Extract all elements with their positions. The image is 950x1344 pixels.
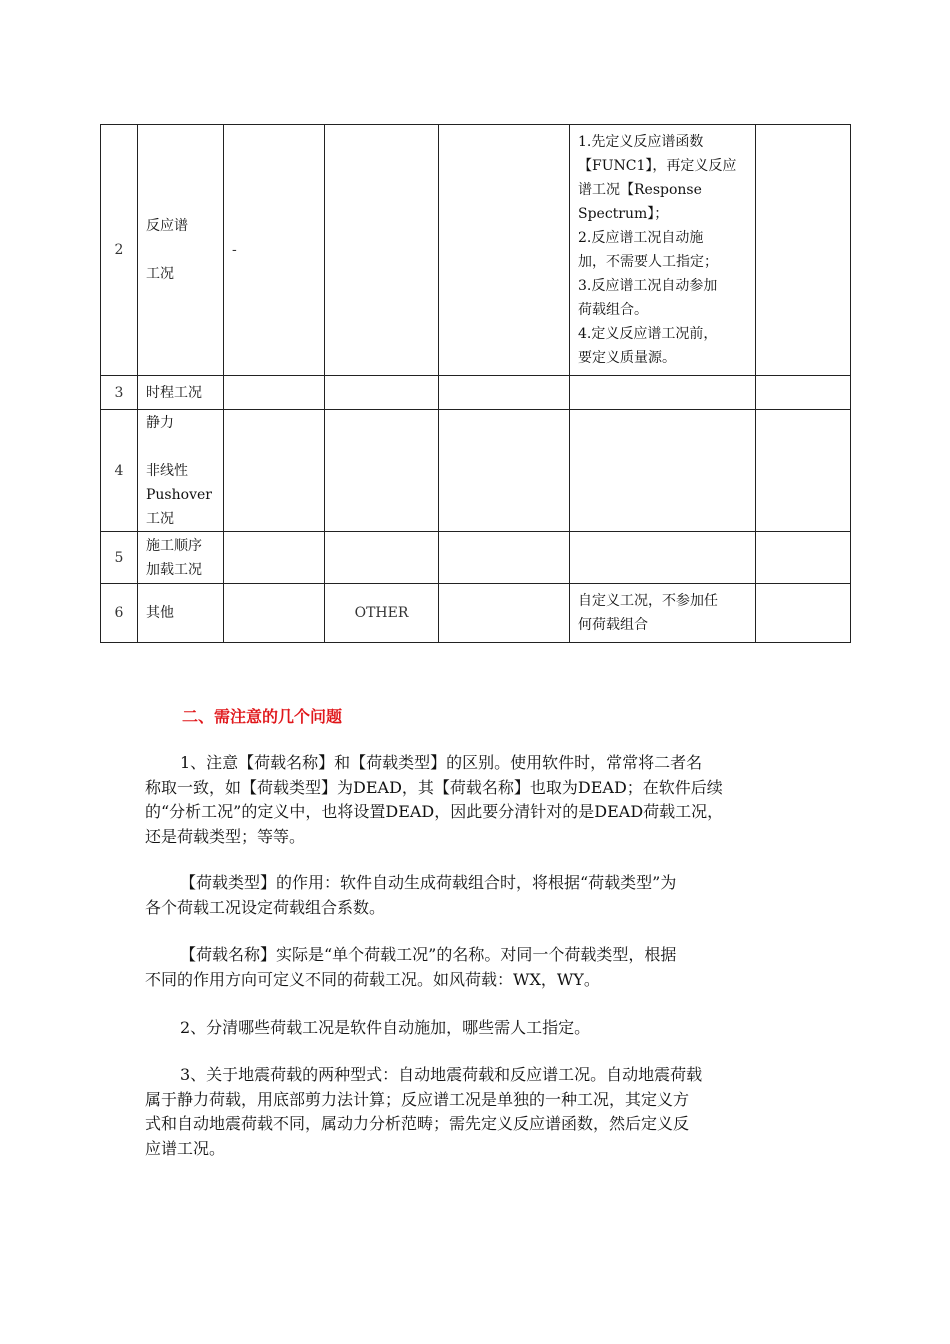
case-name: [138, 410, 224, 532]
paragraph-line: 2、分清哪些荷载工况是软件自动施加，哪些需人工指定。: [180, 1018, 591, 1037]
case-type-cell: [325, 376, 439, 410]
table-row: [101, 376, 851, 410]
case-name: [138, 376, 224, 410]
case-type-cell: [325, 532, 439, 584]
extra-cell: [756, 376, 851, 410]
notes-cell: [570, 410, 756, 532]
cell-line: 【FUNC1】，再定义反应: [578, 158, 737, 174]
row-number: 6: [101, 584, 138, 643]
table-row: [101, 532, 851, 584]
cell-line: 荷载组合。: [578, 302, 648, 318]
load-type-cell: [224, 376, 325, 410]
extra-cell: [756, 125, 851, 376]
load-type-cell: [224, 584, 325, 643]
case-name: [138, 532, 224, 584]
paragraph: [145, 871, 825, 920]
paragraph: [145, 751, 825, 849]
load-case-table: [100, 124, 851, 643]
cell-line: 反应谱: [146, 218, 188, 234]
case-type-cell: [325, 125, 439, 376]
paragraph-line: 还是荷载类型；等等。: [145, 826, 306, 846]
notes-cell: [570, 584, 756, 643]
paragraph-line: 【荷载名称】实际是“单个荷载工况”的名称。对同一个荷载类型，根据: [180, 945, 677, 964]
cell-line: 要定义质量源。: [578, 350, 676, 366]
cell-line: 其他: [146, 605, 174, 621]
paragraph-line: 【荷载类型】的作用：软件自动生成荷载组合时，将根据“荷载类型”为: [180, 873, 677, 892]
table-row: [101, 125, 851, 376]
cell-line: 非线性: [146, 462, 188, 479]
paragraph-line: 各个荷载工况设定荷载组合系数。: [145, 897, 386, 917]
paragraph: [145, 943, 825, 992]
notes-cell: [570, 125, 756, 376]
cell-line: 静力: [146, 414, 174, 431]
cell-line: 自定义工况，不参加任: [578, 593, 718, 609]
load-type-cell: [224, 410, 325, 532]
analysis-cell: [439, 532, 570, 584]
cell-line: 施工顺序: [146, 537, 202, 554]
row-number: 4: [101, 410, 138, 532]
notes-cell: [570, 532, 756, 584]
case-name: [138, 125, 224, 376]
case-type-cell: OTHER: [325, 584, 439, 643]
cell-line: 2.反应谱工况自动施: [578, 230, 704, 246]
paragraph-line: 称取一致，如【荷载类型】为DEAD，其【荷载名称】也取为DEAD；在软件后续: [145, 777, 723, 797]
cell-line: 加，不需要人工指定；: [578, 254, 718, 270]
extra-cell: [756, 532, 851, 584]
analysis-cell: [439, 125, 570, 376]
table-row: [101, 584, 851, 643]
load-type-cell: [224, 532, 325, 584]
cell-line: [146, 238, 223, 262]
paragraph-line: 3、关于地震荷载的两种型式：自动地震荷载和反应谱工况。自动地震荷载: [180, 1065, 703, 1084]
row-number: 2: [101, 125, 138, 376]
cell-line: 工况: [146, 266, 174, 282]
paragraph: [145, 1063, 825, 1161]
paragraph-line: 不同的作用方向可定义不同的荷载工况。如风荷载：WX，WY。: [145, 969, 600, 989]
analysis-cell: [439, 410, 570, 532]
extra-cell: [756, 410, 851, 532]
cell-line: 1.先定义反应谱函数: [578, 134, 704, 150]
table-row: [101, 410, 851, 532]
cell-line: 何荷载组合: [578, 617, 648, 633]
row-number: 5: [101, 532, 138, 584]
case-name: [138, 584, 224, 643]
cell-line: 时程工况: [146, 384, 202, 401]
row-number: 3: [101, 376, 138, 410]
section-heading: 二、需注意的几个问题: [182, 707, 343, 726]
cell-line: 加载工况: [146, 561, 202, 578]
paragraph-line: 应谱工况。: [145, 1138, 226, 1158]
paragraph-line: 式和自动地震荷载不同，属动力分析范畴；需先定义反应谱函数，然后定义反: [145, 1114, 690, 1133]
cell-line: 3.反应谱工况自动参加: [578, 278, 718, 294]
cell-line: Pushover: [146, 486, 212, 503]
cell-line: Spectrum】；: [578, 206, 669, 222]
paragraph-line: 属于静力荷载，用底部剪力法计算；反应谱工况是单独的一种工况，其定义方: [145, 1089, 690, 1109]
analysis-cell: [439, 584, 570, 643]
cell-line: 4.定义反应谱工况前，: [578, 326, 718, 342]
case-type-cell: [325, 410, 439, 532]
paragraph-line: 1、注意【荷载名称】和【荷载类型】的区别。使用软件时，常常将二者名: [180, 753, 703, 772]
analysis-cell: [439, 376, 570, 410]
paragraph: [145, 1016, 825, 1041]
paragraph-line: 的“分析工况”的定义中，也将设置DEAD，因此要分清针对的是DEAD荷载工况，: [145, 802, 724, 821]
cell-line: [146, 435, 223, 459]
cell-line: 谱工况【Response: [578, 182, 702, 198]
load-type-cell: -: [224, 125, 325, 376]
extra-cell: [756, 584, 851, 643]
notes-cell: [570, 376, 756, 410]
cell-line: 工况: [146, 510, 174, 527]
